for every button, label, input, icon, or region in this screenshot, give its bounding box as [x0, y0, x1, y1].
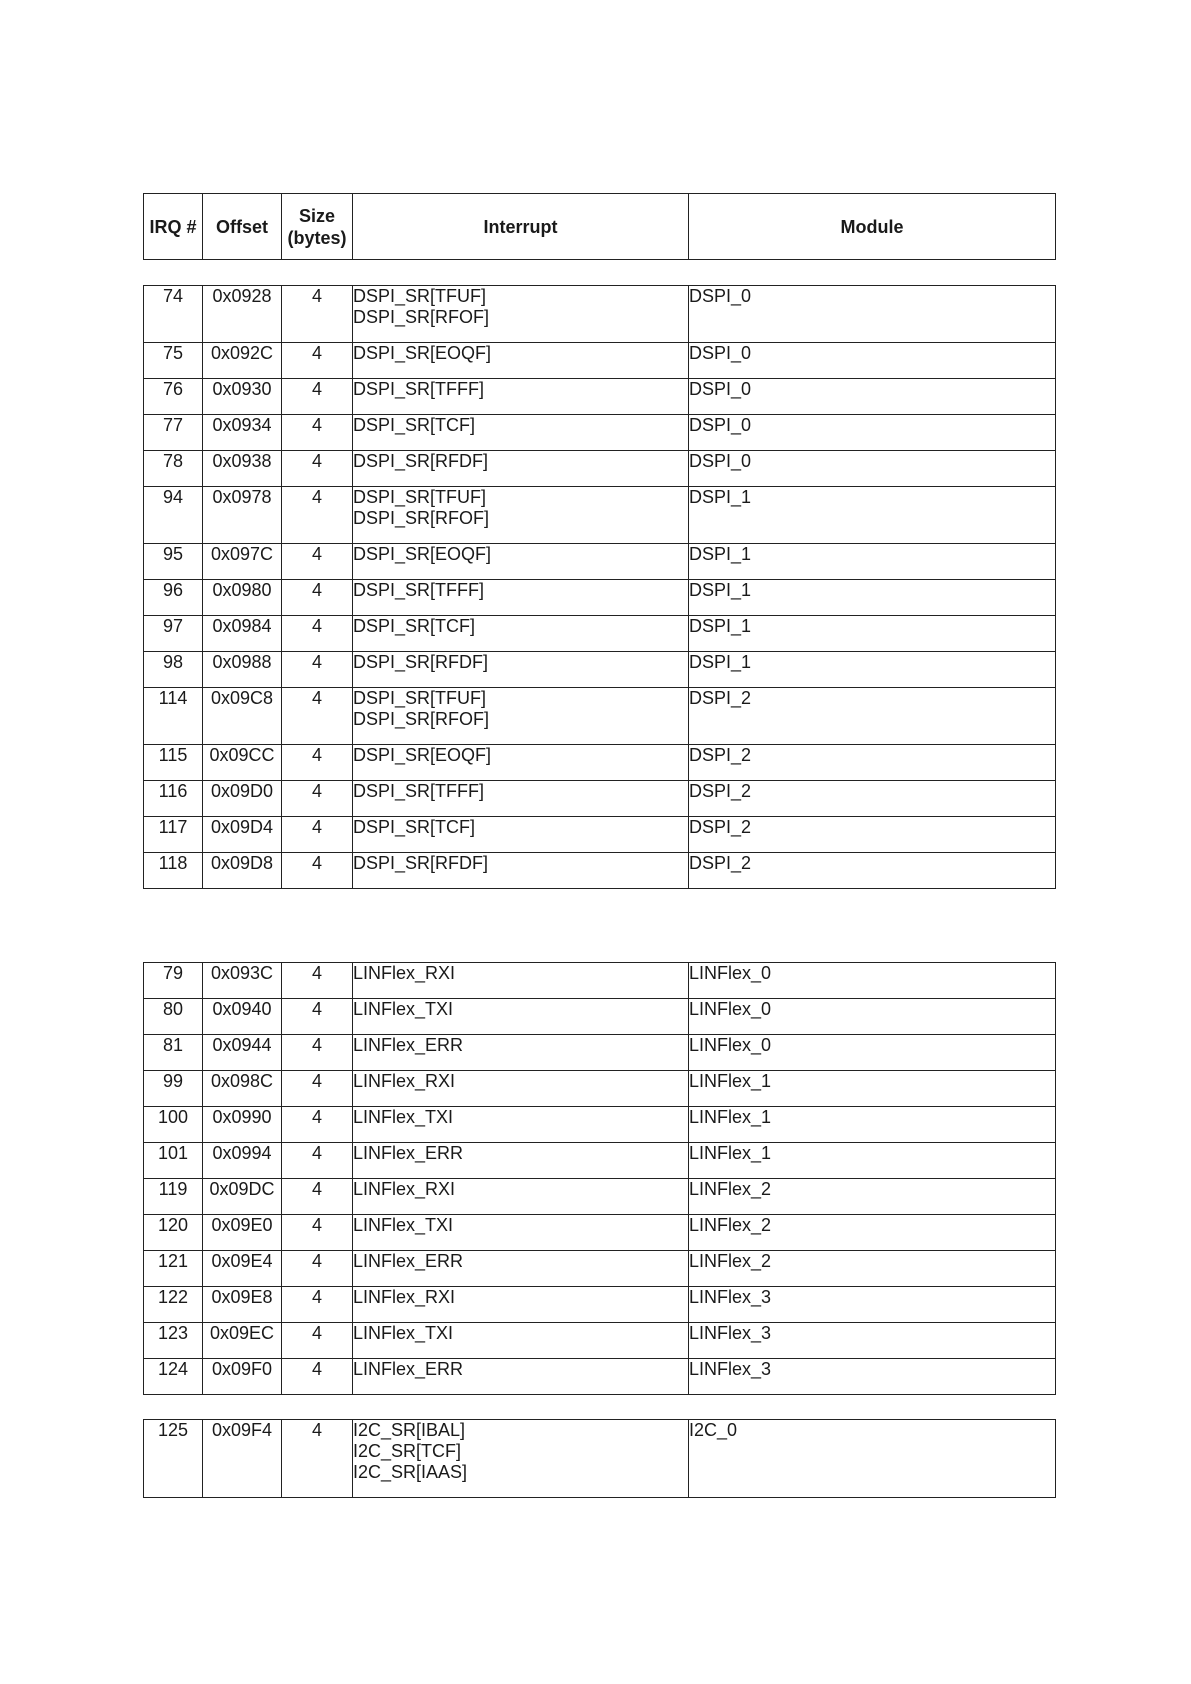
interrupt-flag: DSPI_SR[RFOF]: [353, 709, 490, 729]
offset-cell: 0x0980: [203, 580, 282, 616]
interrupt-flag: DSPI_SR[TFUF]: [353, 688, 487, 708]
module-cell: DSPI_0: [689, 343, 1056, 379]
interrupt-cell: [353, 415, 689, 451]
module-cell: DSPI_0: [689, 451, 1056, 487]
table-row: [144, 853, 1056, 889]
offset-cell: 0x092C: [203, 343, 282, 379]
table-row: [144, 817, 1056, 853]
module-cell: I2C_0: [689, 1420, 1056, 1498]
interrupt-cell: [353, 1107, 689, 1143]
linflex-interrupt-table: [143, 962, 1056, 1395]
interrupt-cell: [353, 1035, 689, 1071]
interrupt-flag: DSPI_SR[EOQF]: [353, 343, 492, 363]
column-header-irq: IRQ #: [144, 194, 203, 260]
offset-cell: 0x098C: [203, 1071, 282, 1107]
irq-number-cell: 96: [144, 580, 203, 616]
module-cell: LINFlex_1: [689, 1107, 1056, 1143]
irq-number-cell: 77: [144, 415, 203, 451]
offset-cell: 0x0978: [203, 487, 282, 544]
interrupt-cell: [353, 1323, 689, 1359]
interrupt-flag: LINFlex_ERR: [353, 1359, 464, 1379]
i2c-table-body: [144, 1420, 1056, 1498]
offset-cell: 0x09CC: [203, 745, 282, 781]
interrupt-cell: [353, 999, 689, 1035]
interrupt-flag: LINFlex_RXI: [353, 1071, 456, 1091]
column-header-size-line2: (bytes): [287, 227, 347, 248]
interrupt-cell: [353, 616, 689, 652]
column-header-interrupt: Interrupt: [353, 194, 689, 260]
irq-number-cell: 120: [144, 1215, 203, 1251]
module-cell: DSPI_2: [689, 745, 1056, 781]
interrupt-cell: [353, 1215, 689, 1251]
size-cell: 4: [282, 817, 353, 853]
irq-number-cell: 123: [144, 1323, 203, 1359]
interrupt-flag: I2C_SR[IAAS]: [353, 1462, 468, 1482]
column-header-module: Module: [689, 194, 1056, 260]
table-row: [144, 1035, 1056, 1071]
interrupt-flag: DSPI_SR[TCF]: [353, 616, 476, 636]
interrupt-cell: [353, 1179, 689, 1215]
size-cell: 4: [282, 544, 353, 580]
module-cell: LINFlex_3: [689, 1323, 1056, 1359]
size-cell: 4: [282, 1143, 353, 1179]
irq-number-cell: 101: [144, 1143, 203, 1179]
irq-number-cell: 98: [144, 652, 203, 688]
interrupt-cell: [353, 817, 689, 853]
offset-cell: 0x0940: [203, 999, 282, 1035]
offset-cell: 0x09F4: [203, 1420, 282, 1498]
offset-cell: 0x0938: [203, 451, 282, 487]
table-row: [144, 781, 1056, 817]
size-cell: 4: [282, 343, 353, 379]
table-row: [144, 415, 1056, 451]
table-row: [144, 1179, 1056, 1215]
irq-number-cell: 115: [144, 745, 203, 781]
interrupt-cell: [353, 652, 689, 688]
interrupt-cell: [353, 853, 689, 889]
interrupt-cell: [353, 688, 689, 745]
linflex-table-body: [144, 963, 1056, 1395]
interrupt-flag: LINFlex_RXI: [353, 1179, 456, 1199]
offset-cell: 0x0930: [203, 379, 282, 415]
table-row: [144, 963, 1056, 999]
dspi-table-body: [144, 286, 1056, 889]
irq-number-cell: 117: [144, 817, 203, 853]
irq-number-cell: 99: [144, 1071, 203, 1107]
size-cell: 4: [282, 963, 353, 999]
size-cell: 4: [282, 1107, 353, 1143]
interrupt-flag: LINFlex_RXI: [353, 963, 456, 983]
interrupt-flag: I2C_SR[IBAL]: [353, 1420, 466, 1440]
table-row: [144, 1323, 1056, 1359]
interrupt-flag: LINFlex_ERR: [353, 1143, 464, 1163]
module-cell: LINFlex_3: [689, 1287, 1056, 1323]
offset-cell: 0x09D4: [203, 817, 282, 853]
interrupt-cell: [353, 487, 689, 544]
module-cell: DSPI_1: [689, 616, 1056, 652]
irq-number-cell: 94: [144, 487, 203, 544]
module-cell: DSPI_2: [689, 817, 1056, 853]
module-cell: DSPI_2: [689, 853, 1056, 889]
table-row: [144, 688, 1056, 745]
table-row: [144, 343, 1056, 379]
module-cell: DSPI_2: [689, 781, 1056, 817]
size-cell: 4: [282, 1287, 353, 1323]
size-cell: 4: [282, 580, 353, 616]
size-cell: 4: [282, 688, 353, 745]
interrupt-cell: [353, 1287, 689, 1323]
size-cell: 4: [282, 1251, 353, 1287]
offset-cell: 0x0928: [203, 286, 282, 343]
offset-cell: 0x0994: [203, 1143, 282, 1179]
module-cell: LINFlex_2: [689, 1215, 1056, 1251]
module-cell: DSPI_1: [689, 652, 1056, 688]
irq-number-cell: 116: [144, 781, 203, 817]
table-row: [144, 1107, 1056, 1143]
interrupt-flag: DSPI_SR[RFDF]: [353, 451, 489, 471]
irq-number-cell: 75: [144, 343, 203, 379]
size-cell: 4: [282, 487, 353, 544]
size-cell: 4: [282, 1420, 353, 1498]
irq-number-cell: 78: [144, 451, 203, 487]
interrupt-cell: [353, 1420, 689, 1498]
interrupt-cell: [353, 343, 689, 379]
interrupt-cell: [353, 379, 689, 415]
offset-cell: 0x09F0: [203, 1359, 282, 1395]
size-cell: 4: [282, 781, 353, 817]
module-cell: LINFlex_3: [689, 1359, 1056, 1395]
i2c-interrupt-table: [143, 1419, 1056, 1498]
offset-cell: 0x09E0: [203, 1215, 282, 1251]
interrupt-flag: DSPI_SR[TCF]: [353, 817, 476, 837]
offset-cell: 0x0984: [203, 616, 282, 652]
size-cell: 4: [282, 451, 353, 487]
offset-cell: 0x0990: [203, 1107, 282, 1143]
column-header-size-line1: Size: [298, 205, 336, 226]
module-cell: DSPI_0: [689, 379, 1056, 415]
irq-number-cell: 95: [144, 544, 203, 580]
offset-cell: 0x0934: [203, 415, 282, 451]
interrupt-cell: [353, 963, 689, 999]
table-row: [144, 286, 1056, 343]
irq-number-cell: 100: [144, 1107, 203, 1143]
offset-cell: 0x09DC: [203, 1179, 282, 1215]
offset-cell: 0x09EC: [203, 1323, 282, 1359]
interrupt-cell: [353, 1071, 689, 1107]
interrupt-cell: [353, 286, 689, 343]
interrupt-flag: DSPI_SR[TCF]: [353, 415, 476, 435]
size-cell: 4: [282, 652, 353, 688]
size-cell: 4: [282, 1323, 353, 1359]
interrupt-flag: LINFlex_TXI: [353, 1215, 454, 1235]
interrupt-flag: I2C_SR[TCF]: [353, 1441, 462, 1461]
offset-cell: 0x093C: [203, 963, 282, 999]
interrupt-cell: [353, 1251, 689, 1287]
table-row: [144, 580, 1056, 616]
interrupt-cell: [353, 544, 689, 580]
dspi-interrupt-table: [143, 285, 1056, 889]
module-cell: LINFlex_0: [689, 999, 1056, 1035]
irq-number-cell: 122: [144, 1287, 203, 1323]
interrupt-flag: DSPI_SR[EOQF]: [353, 544, 492, 564]
interrupt-flag: DSPI_SR[TFUF]: [353, 487, 487, 507]
offset-cell: 0x0944: [203, 1035, 282, 1071]
interrupt-flag: LINFlex_TXI: [353, 999, 454, 1019]
size-cell: 4: [282, 1179, 353, 1215]
size-cell: 4: [282, 415, 353, 451]
module-cell: DSPI_0: [689, 415, 1056, 451]
interrupt-flag: DSPI_SR[TFUF]: [353, 286, 487, 306]
table-row: [144, 616, 1056, 652]
interrupt-flag: DSPI_SR[EOQF]: [353, 745, 492, 765]
table-row: [144, 1251, 1056, 1287]
interrupt-flag: LINFlex_RXI: [353, 1287, 456, 1307]
table-row: [144, 999, 1056, 1035]
module-cell: DSPI_1: [689, 580, 1056, 616]
interrupt-flag: DSPI_SR[RFOF]: [353, 307, 490, 327]
irq-number-cell: 81: [144, 1035, 203, 1071]
offset-cell: 0x0988: [203, 652, 282, 688]
module-cell: DSPI_1: [689, 544, 1056, 580]
offset-cell: 0x09E4: [203, 1251, 282, 1287]
table-row: [144, 1215, 1056, 1251]
interrupt-cell: [353, 745, 689, 781]
offset-cell: 0x097C: [203, 544, 282, 580]
table-row: [144, 1143, 1056, 1179]
interrupt-cell: [353, 781, 689, 817]
interrupt-flag: DSPI_SR[RFDF]: [353, 652, 489, 672]
interrupt-flag: DSPI_SR[TFFF]: [353, 580, 485, 600]
size-cell: 4: [282, 1035, 353, 1071]
module-cell: LINFlex_1: [689, 1143, 1056, 1179]
module-cell: LINFlex_2: [689, 1251, 1056, 1287]
table-row: [144, 1420, 1056, 1498]
irq-number-cell: 121: [144, 1251, 203, 1287]
interrupt-cell: [353, 1359, 689, 1395]
size-cell: 4: [282, 379, 353, 415]
interrupt-flag: LINFlex_TXI: [353, 1323, 454, 1343]
irq-number-cell: 124: [144, 1359, 203, 1395]
table-row: [144, 1071, 1056, 1107]
interrupt-flag: DSPI_SR[TFFF]: [353, 379, 485, 399]
size-cell: 4: [282, 1359, 353, 1395]
size-cell: 4: [282, 853, 353, 889]
irq-number-cell: 114: [144, 688, 203, 745]
interrupt-flag: LINFlex_TXI: [353, 1107, 454, 1127]
interrupt-flag: DSPI_SR[TFFF]: [353, 781, 485, 801]
interrupt-flag: LINFlex_ERR: [353, 1251, 464, 1271]
offset-cell: 0x09D0: [203, 781, 282, 817]
irq-number-cell: 119: [144, 1179, 203, 1215]
table-row: [144, 451, 1056, 487]
table-row: [144, 745, 1056, 781]
size-cell: 4: [282, 745, 353, 781]
column-header-offset: Offset: [203, 194, 282, 260]
size-cell: 4: [282, 286, 353, 343]
table-row: [144, 544, 1056, 580]
offset-cell: 0x09E8: [203, 1287, 282, 1323]
size-cell: 4: [282, 1071, 353, 1107]
module-cell: LINFlex_2: [689, 1179, 1056, 1215]
irq-number-cell: 79: [144, 963, 203, 999]
size-cell: 4: [282, 1215, 353, 1251]
interrupt-cell: [353, 451, 689, 487]
irq-number-cell: 76: [144, 379, 203, 415]
module-cell: LINFlex_0: [689, 963, 1056, 999]
irq-number-cell: 97: [144, 616, 203, 652]
column-header-size: [282, 194, 353, 260]
module-cell: LINFlex_1: [689, 1071, 1056, 1107]
table-row: [144, 487, 1056, 544]
size-cell: 4: [282, 999, 353, 1035]
interrupt-cell: [353, 580, 689, 616]
module-cell: DSPI_0: [689, 286, 1056, 343]
table-row: [144, 652, 1056, 688]
interrupt-flag: LINFlex_ERR: [353, 1035, 464, 1055]
irq-number-cell: 125: [144, 1420, 203, 1498]
interrupt-cell: [353, 1143, 689, 1179]
offset-cell: 0x09D8: [203, 853, 282, 889]
interrupt-flag: DSPI_SR[RFDF]: [353, 853, 489, 873]
module-cell: DSPI_2: [689, 688, 1056, 745]
table-row: [144, 379, 1056, 415]
irq-number-cell: 74: [144, 286, 203, 343]
irq-number-cell: 118: [144, 853, 203, 889]
module-cell: LINFlex_0: [689, 1035, 1056, 1071]
offset-cell: 0x09C8: [203, 688, 282, 745]
size-cell: 4: [282, 616, 353, 652]
interrupt-flag: DSPI_SR[RFOF]: [353, 508, 490, 528]
module-cell: DSPI_1: [689, 487, 1056, 544]
interrupt-table-header: [143, 193, 1056, 260]
table-row: [144, 1359, 1056, 1395]
irq-number-cell: 80: [144, 999, 203, 1035]
table-row: [144, 1287, 1056, 1323]
